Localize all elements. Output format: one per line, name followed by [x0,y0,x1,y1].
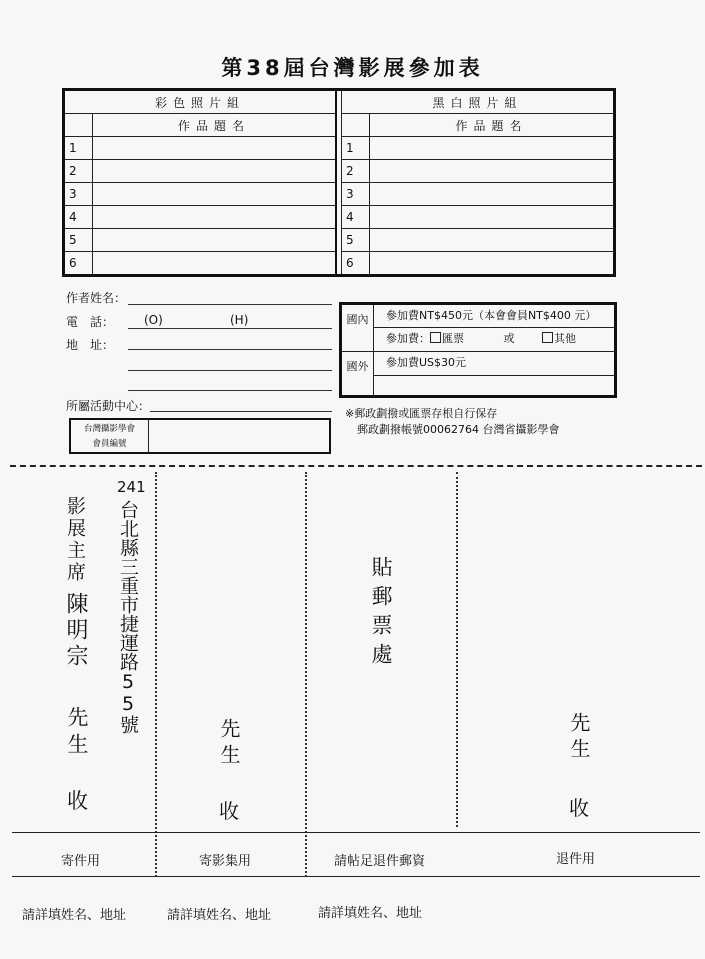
fill-instruction-2: 請詳填姓名、地址 [167,908,272,923]
bw-entry-field[interactable] [370,183,615,206]
return-label: 退件用 [556,852,596,867]
member-number-box [69,418,331,454]
address-field[interactable] [128,349,332,350]
color-entry-number: 3 [64,183,93,206]
bw-entry-field[interactable] [370,229,615,252]
return-honorific: 先生 [567,712,591,764]
phone-field[interactable] [128,328,332,329]
label-row-line [12,832,700,833]
recipient-receive: 收 [67,789,88,813]
recipient-name: 陳明宗 [63,592,88,670]
postcode: 241 [117,478,146,496]
color-entry-number: 4 [64,206,93,229]
color-entry-number: 1 [64,137,93,160]
other-checkbox[interactable] [542,332,553,343]
bw-entry-number: 6 [342,252,370,276]
color-entry-field[interactable] [93,137,337,160]
bw-entry-number: 4 [342,206,370,229]
foreign-label: 國外 [342,351,374,395]
address-label: 地 址： [66,338,115,352]
color-entry-field[interactable] [93,252,337,276]
address-field-line2[interactable] [128,370,332,371]
author-name-field[interactable] [128,304,332,305]
bw-entry-field[interactable] [370,160,615,183]
member-number-label [71,420,149,452]
color-entry-field[interactable] [93,183,337,206]
fill-instruction-1: 請詳填姓名、地址 [22,908,127,923]
color-entry-field[interactable] [93,206,337,229]
recipient-address: 台北縣三重市捷運路55號 [117,500,139,734]
color-group-header: 彩色照片組 [64,90,337,114]
bw-entry-number: 2 [342,160,370,183]
club-label: 所屬活動中心： [66,399,151,413]
bw-entry-field[interactable] [370,252,615,276]
bw-entry-field[interactable] [370,206,615,229]
color-number-header [64,114,93,137]
other-label: 其他 [554,332,576,345]
divider-2 [305,472,307,877]
color-entry-number: 5 [64,229,93,252]
member-number-field[interactable] [149,420,329,452]
divider-3 [456,472,458,827]
phone-office-label: (O) [144,313,163,327]
fee-box [339,302,617,398]
color-entry-number: 2 [64,160,93,183]
recipient-title: 影展主席 [64,496,86,584]
payment-row [374,328,614,352]
fill-instruction-3: 請詳填姓名、地址 [318,906,423,921]
payment-label: 參加費： [386,332,430,345]
note-line1: ※郵政劃撥或匯票存根自行保存 [345,407,498,420]
bw-entry-field[interactable] [370,137,615,160]
note-line2: 郵政劃撥帳號00062764 台灣省攝影學會 [357,423,560,436]
author-name-label: 作者姓名： [66,291,127,305]
bw-group-header: 黑白照片組 [342,90,615,114]
return-postage-label: 請帖足退件郵資 [334,854,426,869]
color-title-header: 作品題名 [93,114,337,137]
club-field[interactable] [150,411,332,412]
collection-receive: 收 [219,799,239,823]
or-label: 或 [503,332,515,345]
member-label-line1: 台灣攝影學會 [83,424,135,434]
cut-line [10,465,702,467]
fee-domestic-text: 參加費NT$450元（本會會員NT$400 元） [374,305,614,328]
color-entry-number: 6 [64,252,93,276]
recipient-honorific: 先生 [65,706,89,760]
bw-entry-number: 5 [342,229,370,252]
domestic-label: 國內 [342,305,374,351]
color-entry-field[interactable] [93,160,337,183]
bw-entry-number: 1 [342,137,370,160]
bw-title-header: 作品題名 [370,114,615,137]
form-title: 第38屆台灣影展參加表 [221,56,484,80]
collection-label: 寄影集用 [199,854,252,869]
money-order-checkbox[interactable] [430,332,441,343]
phone-home-label: (H) [230,313,249,327]
divider-1 [155,472,157,877]
color-entry-field[interactable] [93,229,337,252]
sender-label: 寄件用 [61,854,101,869]
fill-row-line [12,876,700,877]
entries-table [62,88,616,277]
member-label-line2: 會員編號 [92,439,127,449]
money-order-label: 匯票 [442,332,464,345]
phone-label: 電 話： [66,315,115,329]
address-field-line3[interactable] [128,390,332,391]
bw-entry-number: 3 [342,183,370,206]
return-receive: 收 [569,796,589,820]
fee-foreign-text: 參加費US$30元 [374,352,614,376]
bw-number-header [342,114,370,137]
stamp-area: 貼郵票處 [369,556,393,672]
collection-honorific: 先生 [217,718,241,770]
